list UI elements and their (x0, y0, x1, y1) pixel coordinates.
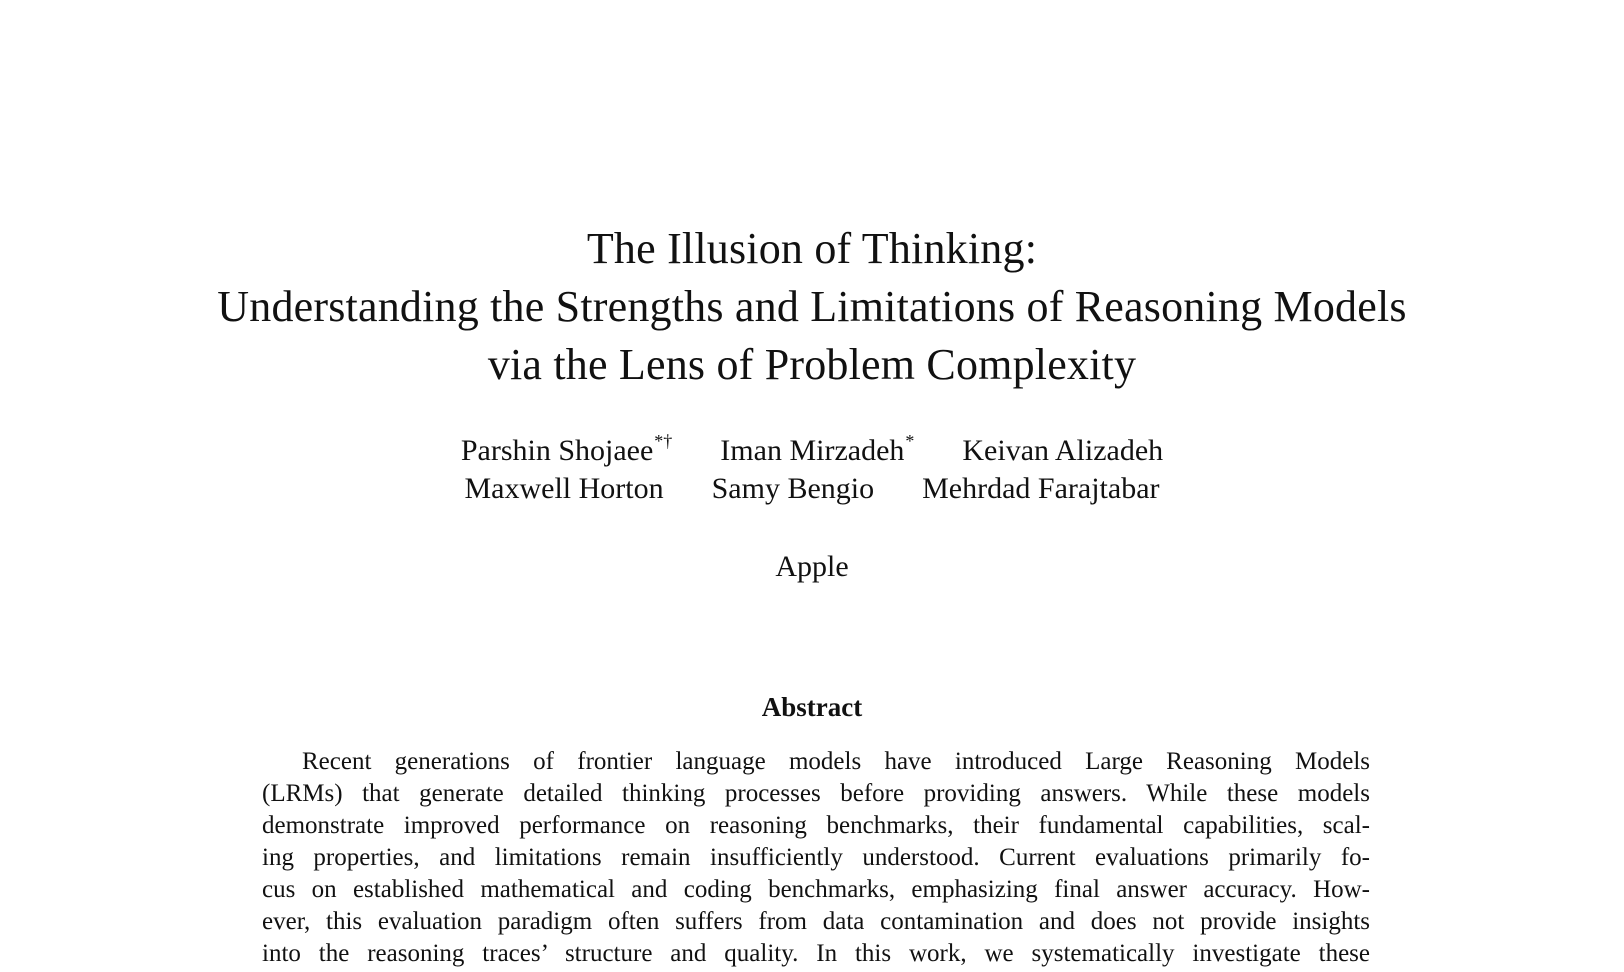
author-samy-bengio (712, 470, 875, 508)
abstract-line: ing properties, and limitations remain insufficiently understood. Current evaluations primarily fo- (262, 844, 1370, 871)
abstract-heading: Abstract (761, 692, 863, 722)
paper-title (0, 220, 1624, 394)
author-marks: *† (654, 431, 673, 451)
author-name: Keivan Alizadeh (962, 434, 1164, 467)
author-mehrdad-farajtabar (922, 470, 1159, 508)
author-parshin-shojaee (461, 432, 672, 470)
author-maxwell-horton (464, 470, 663, 508)
title-line-3: via the Lens of Problem Complexity (487, 340, 1137, 389)
author-name: Iman Mirzadeh (720, 434, 905, 467)
author-name: Maxwell Horton (464, 472, 664, 505)
author-name: Parshin Shojaee (460, 434, 654, 467)
author-iman-mirzadeh (720, 432, 914, 470)
author-list (0, 432, 1624, 508)
abstract-body (262, 746, 1370, 970)
abstract-line: demonstrate improved performance on reasoning benchmarks, their fundamental capabilities, scal- (262, 812, 1370, 839)
title-line-1: The Illusion of Thinking: (586, 224, 1038, 273)
abstract-line: cus on established mathematical and coding benchmarks, emphasizing final answer accuracy. How- (262, 876, 1370, 903)
author-name: Mehrdad Farajtabar (922, 472, 1160, 505)
abstract-line: Recent generations of frontier language models have introduced Large Reasoning Models (302, 748, 1370, 775)
abstract-line: into the reasoning traces’ structure and quality. In this work, we systematically investigate these (262, 940, 1370, 967)
author-name: Samy Bengio (711, 472, 875, 505)
abstract-line: (LRMs) that generate detailed thinking processes before providing answers. While these models (262, 780, 1370, 807)
abstract-line: ever, this evaluation paradigm often suffers from data contamination and does not provide insights (262, 908, 1370, 935)
author-keivan-alizadeh (962, 432, 1163, 470)
author-marks: * (905, 431, 915, 451)
affiliation: Apple (775, 550, 849, 583)
author-row-2 (0, 470, 1624, 508)
title-line-2: Understanding the Strengths and Limitations of Reasoning Models (217, 282, 1407, 331)
author-row-1 (0, 432, 1624, 470)
